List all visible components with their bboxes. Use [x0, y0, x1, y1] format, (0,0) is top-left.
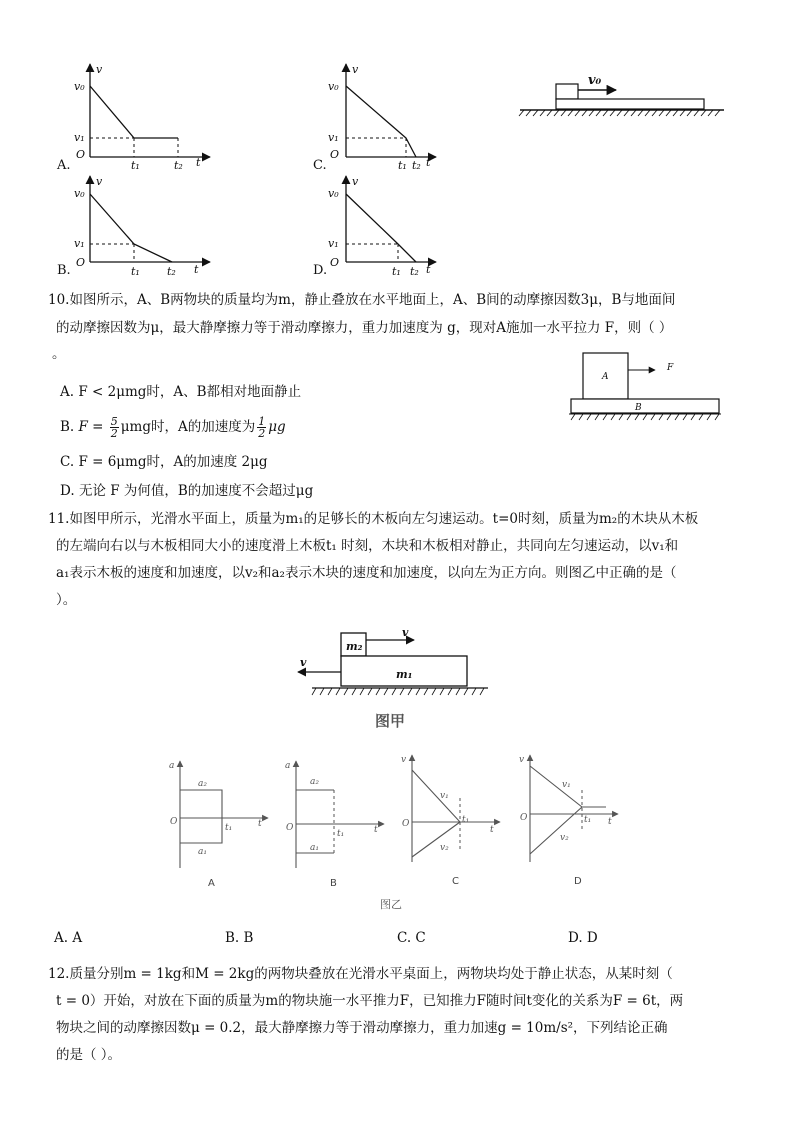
origin-label: O	[330, 256, 340, 269]
q12-line-3: 物块之间的动摩擦因数μ = 0.2，最大静摩擦力等于滑动摩擦力，重力加速g = 10m/s²，下列结论正确	[56, 1020, 668, 1036]
q10-option-b-pre: F =	[78, 419, 108, 435]
figure-jia-caption: 图甲	[375, 712, 406, 730]
v-label: v	[352, 175, 359, 188]
q10-option-b-post: μg	[268, 419, 286, 435]
graph-b	[74, 172, 218, 282]
q11-line-1: 11.如图甲所示，光滑水平面上，质量为m₁的足够长的木板向左匀速运动。t=0时刻，质量为m₂的木块从木板	[48, 511, 699, 527]
a1-label: a₁	[198, 847, 207, 857]
option-d-letter[interactable]: D.	[313, 263, 328, 278]
t-label: t	[196, 156, 201, 169]
t1-label: t₁	[131, 159, 140, 172]
m2-label: m₂	[346, 640, 363, 653]
q10-option-a-letter: A.	[60, 384, 75, 400]
figure-yi-panel-d	[520, 752, 620, 867]
force-f-label: F	[667, 363, 674, 373]
q12-line-4: 的是（ ）。	[56, 1047, 122, 1063]
a2-label: a₂	[310, 777, 319, 787]
option-c-letter[interactable]: C.	[313, 158, 327, 173]
q10-option-a-text: F < 2μmg时，A、B都相对地面静止	[78, 384, 302, 400]
t1-label: t₁	[131, 265, 140, 278]
origin-label: O	[286, 823, 294, 833]
origin-label: O	[330, 148, 340, 161]
q10-option-b-mid: μmg时，A的加速度为	[120, 419, 256, 435]
q10-line-2: 的动摩擦因数为μ，最大静摩擦力等于滑动摩擦力，重力加速度为 g，现对A施加一水平拉力 F，则（ ）	[56, 320, 673, 336]
figure-yi-panel-a-label: A	[208, 878, 215, 889]
t-label: t	[258, 819, 262, 829]
block-b-label: B	[635, 403, 642, 413]
q11-line-2: 的左端向右以与木板相同大小的速度滑上木板t₁ 时刻，木块和木板相对静止，共同向左匀速运动，以v₁和	[56, 538, 679, 554]
q11-answer-d[interactable]: D. D	[568, 930, 598, 946]
v2-label: v₂	[440, 843, 449, 853]
t1-label: t₁	[225, 823, 233, 833]
figure-yi-caption: 图乙	[380, 898, 402, 911]
figure-yi-panel-b	[286, 758, 386, 873]
v2-label: v₂	[560, 833, 569, 843]
v1-label: v₁	[562, 780, 571, 790]
v0-label: v₀	[328, 80, 339, 93]
figure-jia	[292, 622, 492, 712]
v1-label: v₁	[440, 791, 449, 801]
t-label: t	[194, 263, 199, 276]
option-b-letter[interactable]: B.	[57, 263, 71, 278]
t2-label: t₂	[410, 265, 419, 278]
graph-d	[328, 172, 444, 282]
figure-yi-panel-d-label: D	[574, 876, 582, 887]
figure-yi-panel-c-label: C	[452, 876, 459, 887]
q12-line-1: 12.质量分别m = 1kg和M = 2kg的两物块叠放在光滑水平桌面上，两物块均处于静止状态，从某时刻（	[48, 966, 673, 982]
q11-answer-a[interactable]: A. A	[54, 930, 83, 946]
q10-option-c[interactable]	[60, 453, 268, 471]
v-label: v	[352, 63, 359, 76]
t1-label: t₁	[462, 815, 470, 825]
q11-answer-c[interactable]: C. C	[397, 930, 426, 946]
v1-label: v₁	[328, 237, 339, 250]
v-label: v	[519, 755, 525, 765]
q11-answer-b[interactable]: B. B	[225, 930, 254, 946]
a2-label: a₂	[198, 779, 207, 789]
t-label: t	[490, 825, 494, 835]
option-a-letter[interactable]: A.	[57, 158, 71, 173]
t-label: t	[426, 156, 431, 169]
a-label: a	[285, 761, 291, 771]
q12-line-2: t = 0）开始，对放在下面的质量为m的物块施一水平推力F，已知推力F随时间t变化的关系为F = 6t，两	[56, 993, 684, 1009]
v0-label: v₀	[328, 187, 339, 200]
a1-label: a₁	[310, 843, 319, 853]
figure-yi-panel-c	[402, 752, 502, 867]
v1-label: v₁	[74, 131, 85, 144]
q10-option-d-letter: D.	[60, 483, 75, 499]
q10-line-1: 10.如图所示，A、B两物块的质量均为m，静止叠放在水平地面上，A、B间的动摩擦因数3μ，B与地面间	[48, 292, 676, 308]
t1-label: t₁	[398, 159, 407, 172]
graph-c	[328, 60, 444, 172]
v-label: v	[96, 175, 103, 188]
t-label: t	[426, 263, 431, 276]
block-a-label: A	[602, 372, 609, 382]
figure-yi-panel-b-label: B	[330, 878, 337, 889]
v-label: v	[401, 755, 407, 765]
t1-label: t₁	[392, 265, 401, 278]
t2-label: t₂	[174, 159, 183, 172]
v1-label: v₁	[74, 237, 85, 250]
v-label-left: v	[300, 656, 307, 669]
q10-line-3: 。	[52, 346, 66, 362]
v0-label: v₀	[74, 187, 85, 200]
q10-option-c-letter: C.	[60, 454, 75, 470]
v-label: v	[96, 63, 103, 76]
q10-figure	[567, 350, 723, 422]
fraction-5-2: $\frac{5}{2}$	[110, 415, 118, 440]
q10-option-b[interactable]	[60, 412, 286, 442]
fraction-1-2: $\frac{1}{2}$	[258, 415, 266, 440]
t2-label: t₂	[412, 159, 421, 172]
v-label: v	[402, 626, 409, 639]
block-board-figure	[518, 68, 728, 120]
t2-label: t₂	[167, 265, 176, 278]
v1-label: v₁	[328, 131, 339, 144]
q10-option-b-letter: B.	[60, 419, 75, 435]
origin-label: O	[76, 256, 86, 269]
t1-label: t₁	[584, 815, 592, 825]
a-label: a	[169, 761, 175, 771]
v0-label: v₀	[74, 80, 85, 93]
origin-label: O	[76, 148, 86, 161]
q11-line-4: ）。	[56, 592, 77, 608]
q10-option-d-text: 无论 F 为何值，B的加速度不会超过μg	[78, 483, 314, 499]
origin-label: O	[402, 819, 410, 829]
graph-a	[74, 60, 218, 172]
q10-option-a[interactable]	[60, 383, 301, 401]
figure-yi-panel-a	[170, 758, 270, 873]
v0-label: v₀	[588, 73, 602, 88]
t1-label: t₁	[337, 829, 345, 839]
t-label: t	[374, 825, 378, 835]
q10-option-d[interactable]	[60, 482, 313, 500]
q11-line-3: a₁表示木板的速度和加速度，以v₂和a₂表示木块的速度和加速度，以向左为正方向。则图乙中正确的是（	[56, 565, 677, 581]
q10-option-c-text: F = 6μmg时，A的加速度 2μg	[78, 454, 268, 470]
origin-label: O	[520, 813, 528, 823]
t-label: t	[608, 817, 612, 827]
origin-label: O	[170, 817, 178, 827]
m1-label: m₁	[396, 668, 413, 681]
